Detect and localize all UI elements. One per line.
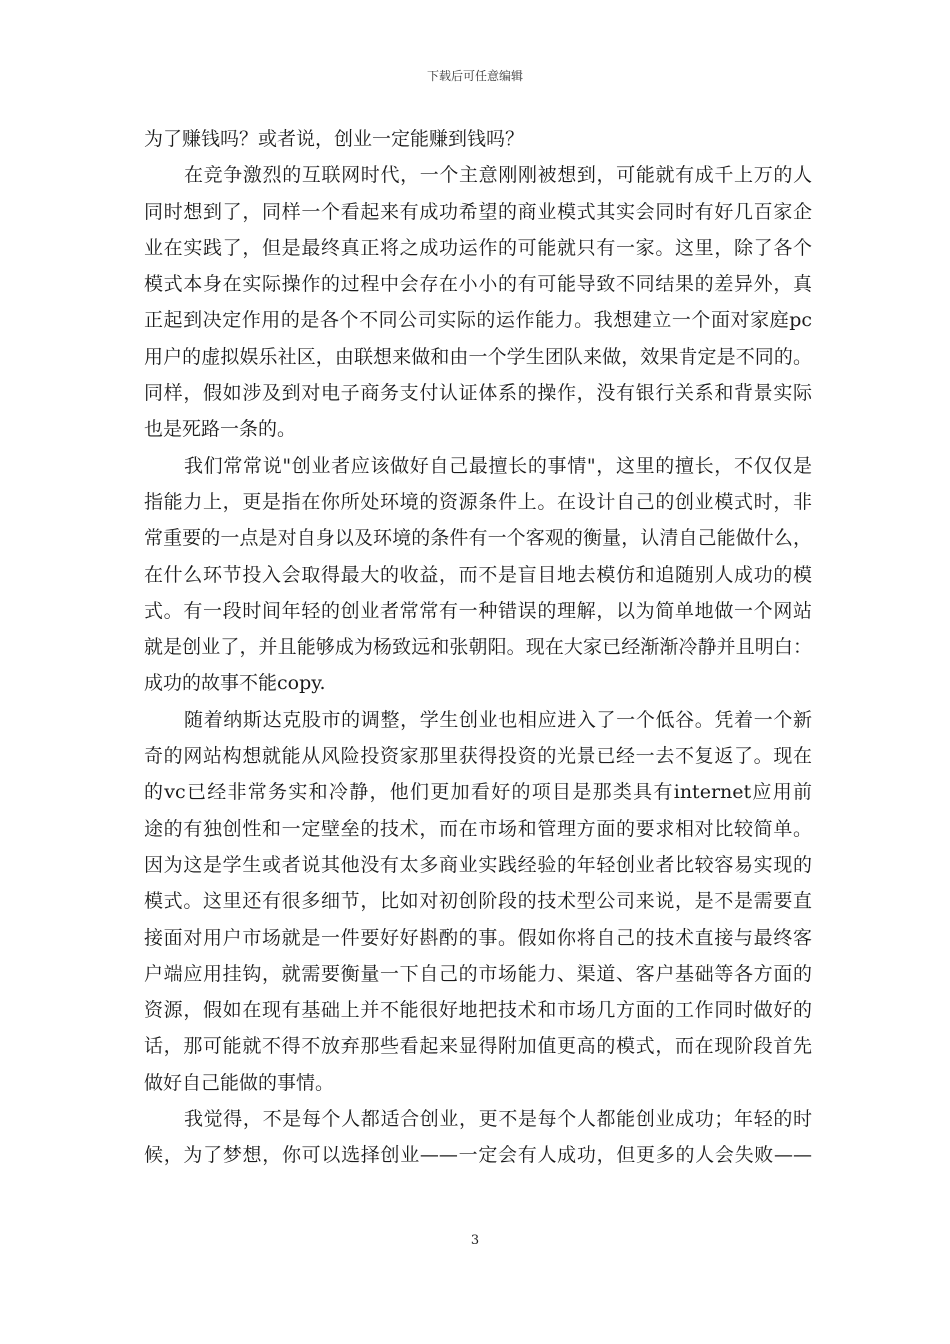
text-line: 指能力上，更是指在你所处环境的资源条件上。在设计自己的创业模式时，非 (144, 490, 812, 513)
text-line: 话，那可能就不得不放弃那些看起来显得附加值更高的模式，而在现阶段首先 (144, 1035, 812, 1058)
page-header: 下载后可任意编辑 (426, 69, 523, 83)
paragraph (144, 157, 812, 447)
text-line: 模式本身在实际操作的过程中会存在小小的有可能导致不同结果的差异外，真 (144, 273, 812, 296)
paragraph (144, 448, 812, 702)
text-line: 奇的网站构想就能从风险投资家那里获得投资的光景已经一去不复返了。现在 (144, 745, 812, 768)
paragraph (144, 121, 812, 157)
text-line: 在竞争激烈的互联网时代，一个主意刚刚被想到，可能就有成千上万的人 (184, 164, 812, 187)
body-text (144, 121, 812, 1174)
text-line: 因为这是学生或者说其他没有太多商业实践经验的年轻创业者比较容易实现的 (144, 853, 812, 876)
text-line: 候，为了梦想，你可以选择创业——一定会有人成功，但更多的人会失败—— (144, 1144, 812, 1167)
text-line: 我觉得，不是每个人都适合创业，更不是每个人都能创业成功；年轻的时 (184, 1108, 812, 1131)
text-line: 途的有独创性和一定壁垒的技术，而在市场和管理方面的要求相对比较简单。 (144, 817, 812, 840)
paragraph (144, 1101, 812, 1174)
text-line: 做好自己能做的事情。 (144, 1071, 335, 1094)
text-line: 为了赚钱吗？或者说，创业一定能赚到钱吗？ (144, 128, 525, 150)
text-line: 的vc已经非常务实和冷静，他们更加看好的项目是那类具有internet应用前 (144, 781, 812, 804)
text-line: 资源，假如在现有基础上并不能很好地把技术和市场几方面的工作同时做好的 (144, 999, 812, 1022)
text-line: 在什么环节投入会取得最大的收益，而不是盲目地去模仿和追随别人成功的模 (144, 563, 812, 586)
text-line: 随着纳斯达克股市的调整，学生创业也相应进入了一个低谷。凭着一个新 (184, 708, 812, 731)
page-number: 3 (470, 1233, 480, 1248)
text-line: 接面对用户市场就是一件要好好斟酌的事。假如你将自己的技术直接与最终客 (144, 926, 812, 949)
text-line: 模式。这里还有很多细节，比如对初创阶段的技术型公司来说，是不是需要直 (144, 890, 812, 913)
text-line: 同时想到了，同样一个看起来有成功希望的商业模式其实会同时有好几百家企 (144, 200, 812, 223)
text-line: 正起到决定作用的是各个不同公司实际的运作能力。我想建立一个面对家庭pc (144, 309, 812, 332)
text-line: 业在实践了，但是最终真正将之成功运作的可能就只有一家。这里，除了各个 (144, 236, 812, 259)
text-line: 同样，假如涉及到对电子商务支付认证体系的操作，没有银行关系和背景实际 (144, 382, 812, 405)
text-line: 户端应用挂钩，就需要衡量一下自己的市场能力、渠道、客户基础等各方面的 (144, 962, 812, 985)
text-line: 成功的故事不能copy. (144, 672, 326, 695)
text-line: 我们常常说"创业者应该做好自己最擅长的事情"，这里的擅长，不仅仅是 (184, 454, 812, 477)
text-line: 式。有一段时间年轻的创业者常常有一种错误的理解，以为简单地做一个网站 (144, 599, 812, 622)
text-line: 常重要的一点是对自身以及环境的条件有一个客观的衡量，认清自己能做什么， (144, 527, 812, 550)
text-line: 就是创业了，并且能够成为杨致远和张朝阳。现在大家已经渐渐冷静并且明白： (144, 636, 812, 659)
text-line: 用户的虚拟娱乐社区，由联想来做和由一个学生团队来做，效果肯定是不同的。 (144, 345, 812, 368)
paragraph (144, 702, 812, 1101)
text-line: 也是死路一条的。 (144, 418, 297, 441)
